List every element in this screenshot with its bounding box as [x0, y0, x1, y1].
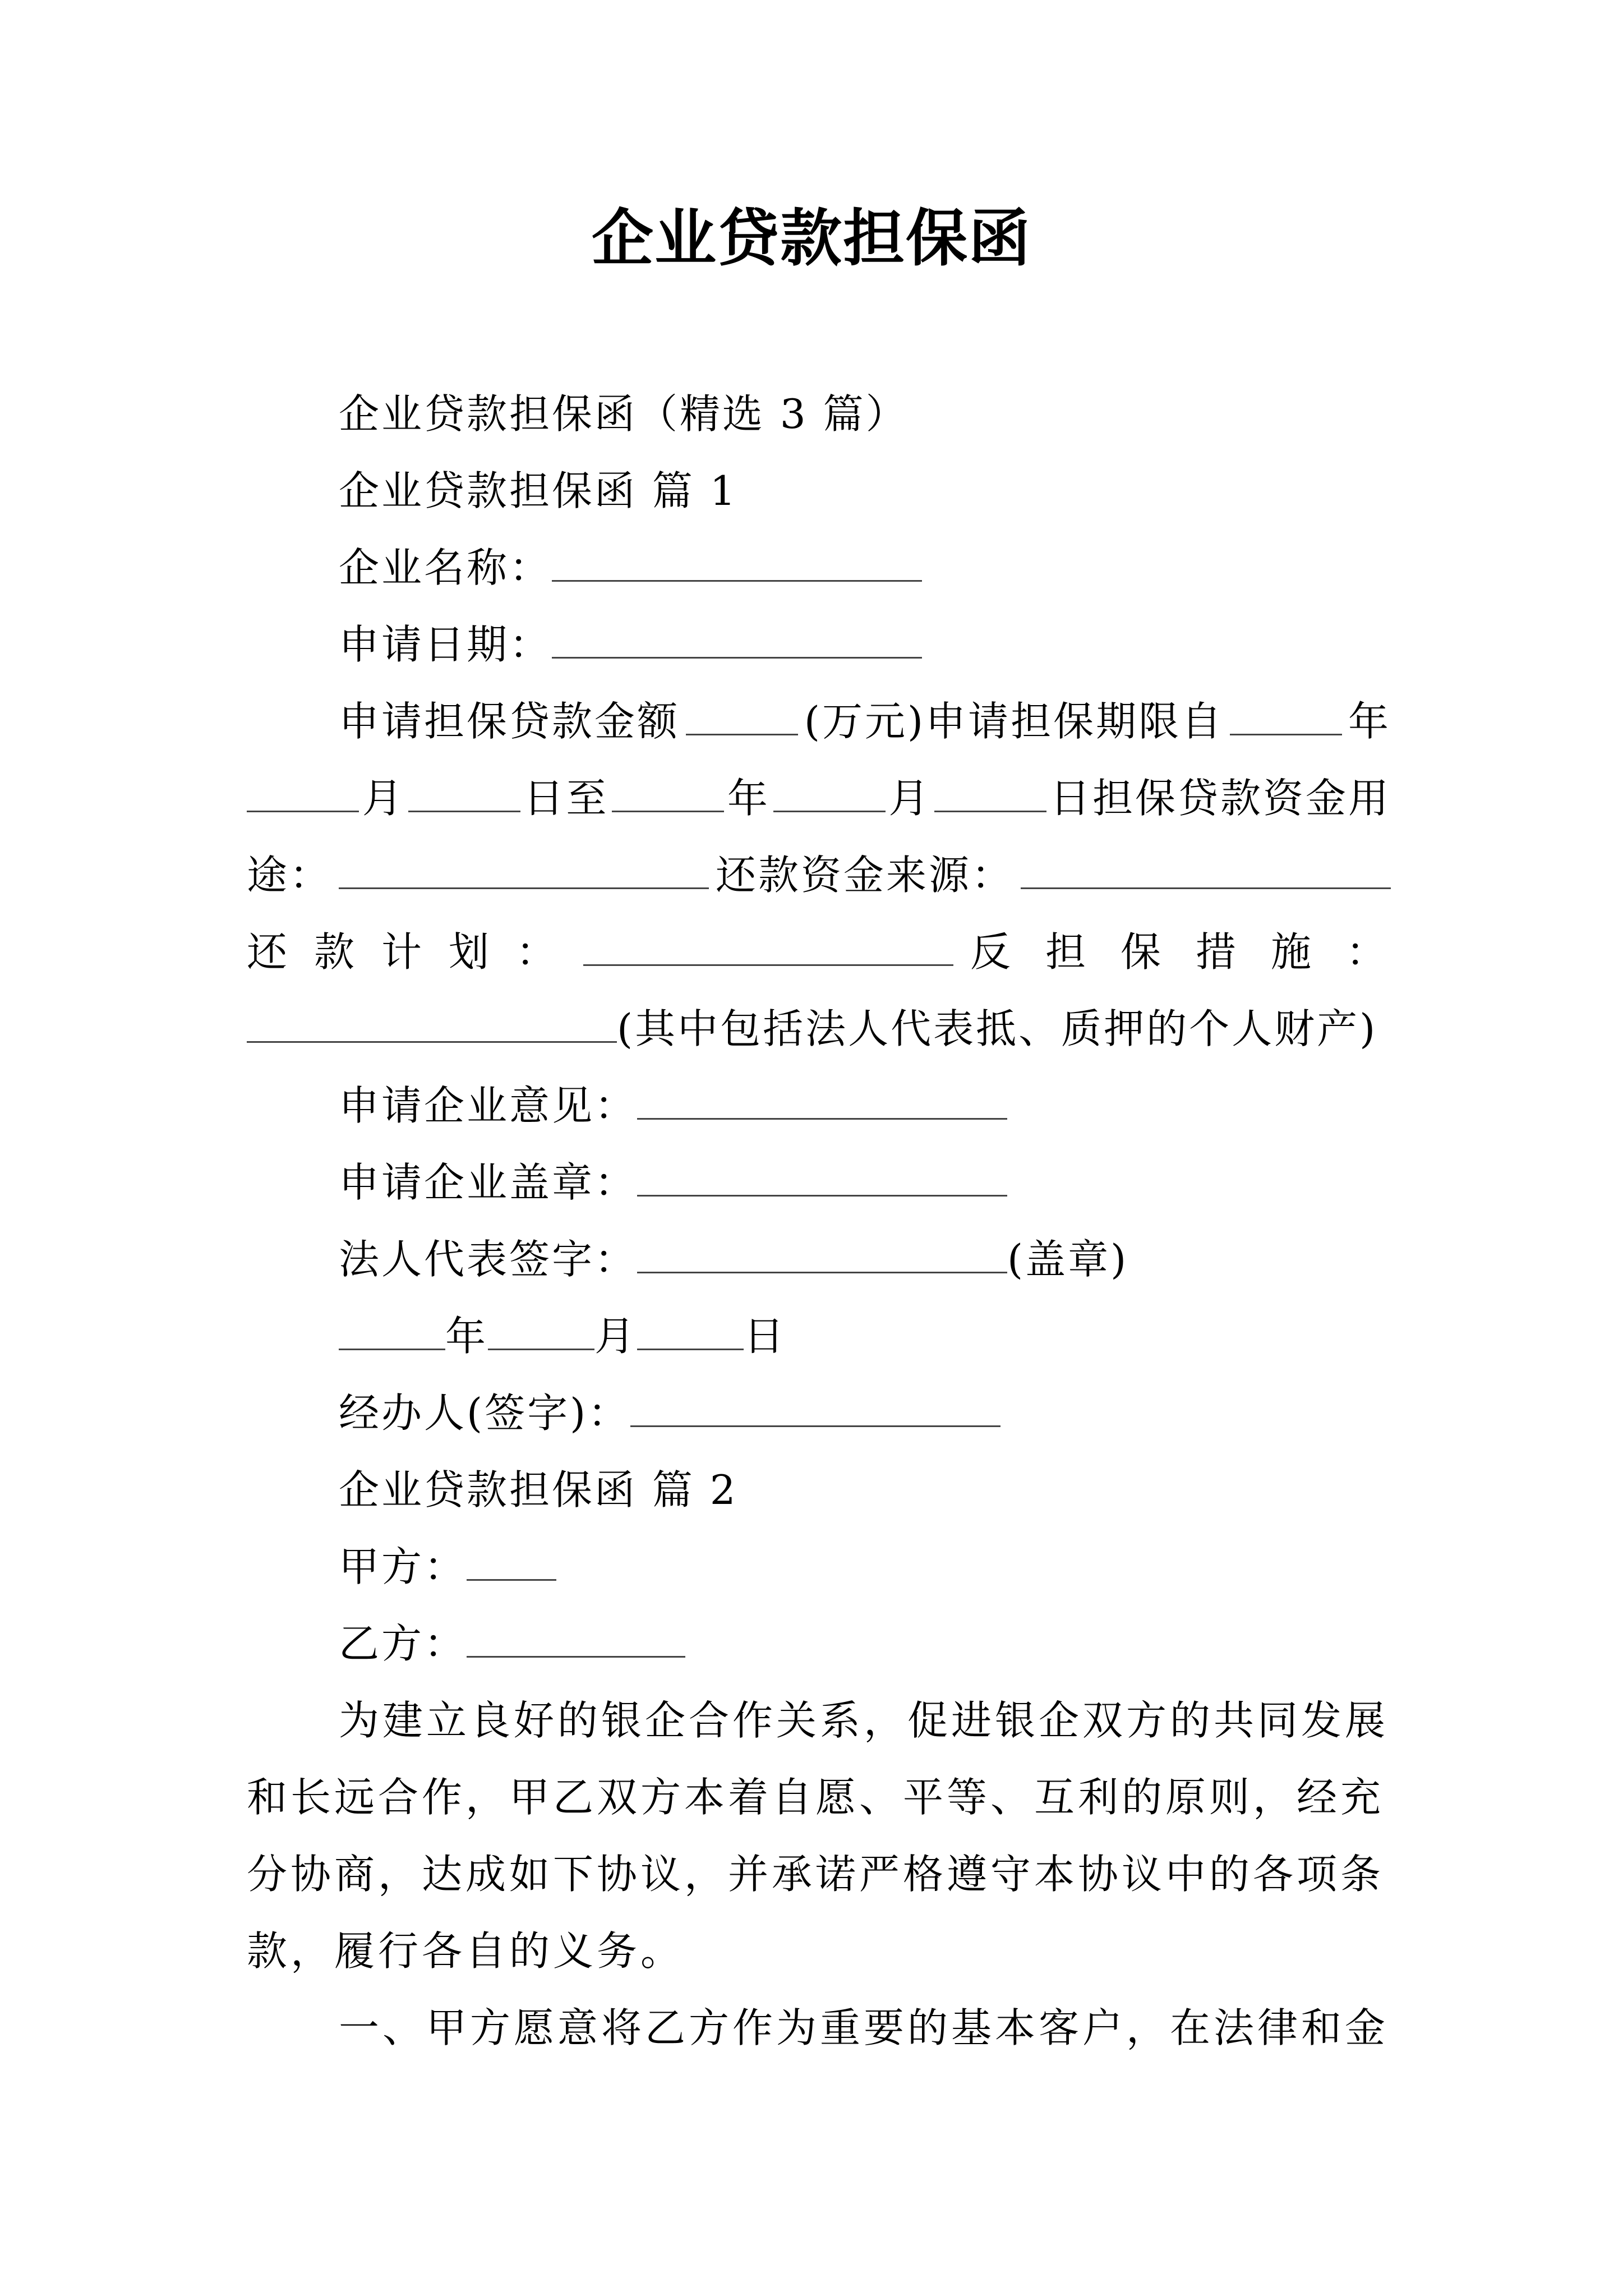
- label: 日: [744, 1313, 787, 1360]
- year-blank: [339, 1309, 445, 1350]
- form-line-opinion: [339, 1079, 1391, 1133]
- label: (盖章): [1007, 1236, 1129, 1283]
- label: 申请企业盖章：: [339, 1159, 638, 1206]
- month-blank: [247, 771, 359, 812]
- label: (其中包括法人代表抵、质押的个人财产): [617, 1005, 1378, 1052]
- form-line-apply-date: [339, 618, 1391, 671]
- paragraph-line: 分协商，达成如下协议，并承诺严格遵守本协议中的各项条: [247, 1851, 1385, 1898]
- form-line-amount: [339, 694, 1391, 748]
- label: 法人代表签字：: [339, 1236, 638, 1283]
- year-blank: [1230, 694, 1342, 735]
- form-line-plan: [247, 925, 1422, 979]
- paragraph-line: 和长远合作，甲乙双方本着自愿、平等、互利的原则，经充: [247, 1774, 1385, 1821]
- label: 月: [594, 1313, 638, 1360]
- section-heading: 企业贷款担保函 篇 2: [339, 1466, 738, 1513]
- label: 申请企业意见：: [339, 1082, 638, 1129]
- label: 甲方：: [339, 1543, 467, 1590]
- repayment-source-blank: [1021, 848, 1391, 889]
- form-line-collateral: [247, 1002, 1391, 1056]
- form-line-party-b: [339, 1617, 1391, 1671]
- day-blank: [637, 1309, 744, 1350]
- party-a-blank: [467, 1540, 556, 1581]
- counter-guarantee-blank: [247, 1002, 617, 1043]
- label: 还款资金来源：: [715, 852, 1014, 899]
- form-line-handler: [339, 1386, 1391, 1440]
- signature-blank: [637, 1232, 1007, 1273]
- label: 企业名称：: [339, 544, 552, 591]
- party-b-blank: [467, 1617, 685, 1658]
- label: 日至: [523, 775, 609, 822]
- seal-blank: [637, 1156, 1007, 1197]
- amount-blank: [686, 694, 798, 735]
- company-name-blank: [552, 541, 922, 582]
- form-line-date: [339, 1309, 1391, 1363]
- form-line-company-name: [339, 541, 1391, 595]
- text-line: 企业贷款担保函（精选 3 篇）: [339, 390, 909, 438]
- form-line-party-a: [339, 1540, 1391, 1594]
- usage-blank: [339, 848, 709, 889]
- label: 乙方：: [339, 1620, 467, 1667]
- label: (万元)申请担保期限自: [804, 698, 1224, 745]
- opinion-blank: [637, 1079, 1007, 1120]
- paragraph-line: 款，履行各自的义务。: [247, 1927, 685, 1975]
- label: 申请担保贷款金额: [339, 698, 680, 745]
- form-line-usage: [247, 848, 1391, 902]
- label: 反担保措施：: [970, 928, 1422, 976]
- day-blank: [934, 771, 1046, 812]
- label: 途：: [247, 852, 333, 899]
- label: 年: [727, 775, 770, 822]
- repayment-plan-blank: [583, 925, 953, 966]
- document-title: 企业贷款担保函: [592, 202, 1031, 274]
- label: 还款计划：: [247, 928, 584, 976]
- month-blank: [773, 771, 886, 812]
- form-line-period: [247, 771, 1391, 825]
- label: 申请日期：: [339, 621, 552, 668]
- label: 日担保贷款资金用: [1049, 775, 1391, 822]
- label: 经办人(签字)：: [339, 1389, 631, 1437]
- apply-date-blank: [552, 618, 922, 659]
- form-line-signature: [339, 1232, 1391, 1286]
- year-blank: [612, 771, 724, 812]
- paragraph-line: 一、甲方愿意将乙方作为重要的基本客户，在法律和金: [339, 2004, 1389, 2051]
- label: 月: [362, 775, 405, 822]
- label: 月: [888, 775, 932, 822]
- paragraph-line: 为建立良好的银企合作关系，促进银企双方的共同发展: [339, 1697, 1389, 1744]
- day-blank: [408, 771, 520, 812]
- label: 年: [1348, 698, 1391, 745]
- month-blank: [488, 1309, 594, 1350]
- text-line: 企业贷款担保函 篇 1: [339, 467, 738, 514]
- form-line-seal: [339, 1156, 1391, 1209]
- label: 年: [445, 1313, 488, 1360]
- handler-blank: [630, 1386, 1000, 1427]
